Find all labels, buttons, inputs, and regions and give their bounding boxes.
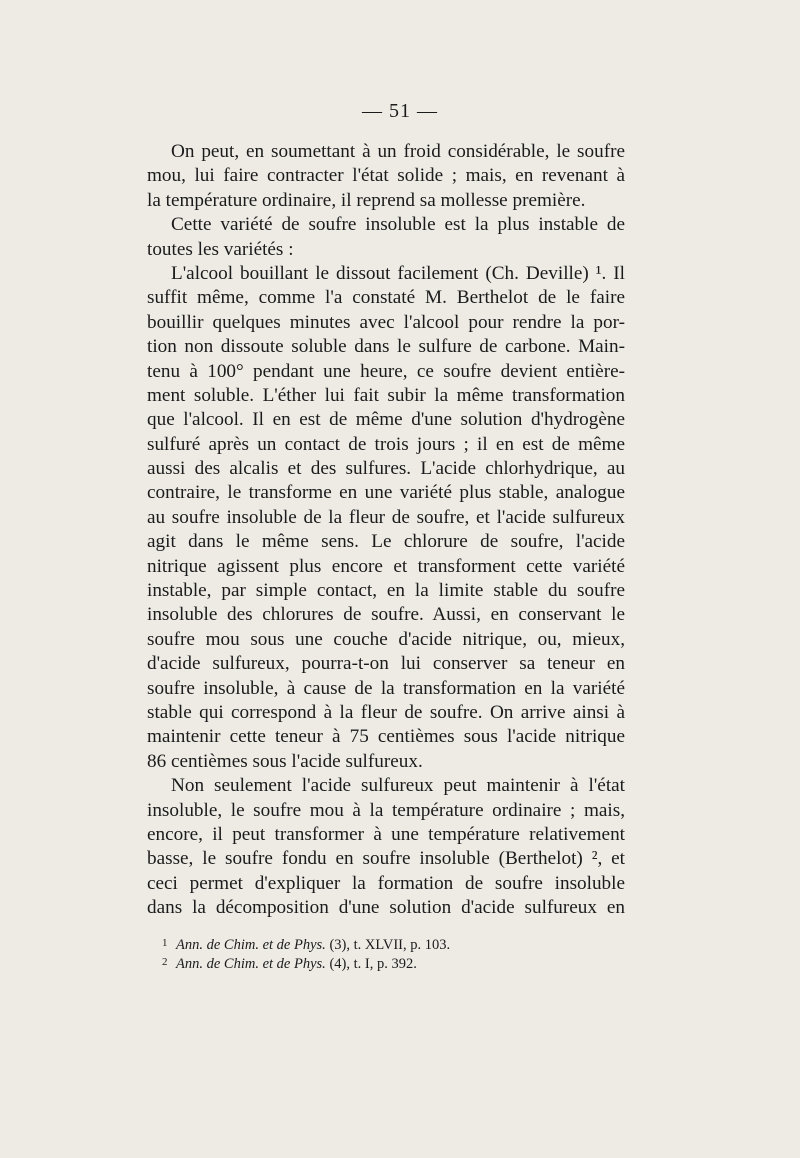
text-line: d'acide sulfureux, pourra-t-on lui conserver sa teneur en [147,653,625,675]
text-line: que l'alcool. Il en est de même d'une solution d'hydrogène [147,409,625,431]
text-line: insoluble des chlorures de soufre. Aussi, en conservant le [147,604,625,626]
text-line: contraire, le transforme en une variété plus stable, analogue [147,482,625,504]
page-number: — 51 — [362,100,438,122]
text-line: toutes les variétés : [147,238,294,260]
text-line: sulfuré après un contact de trois jours ; il en est de même [147,433,625,455]
text-line: instable, par simple contact, en la limite stable du soufre [147,580,625,602]
text-line: L'alcool bouillant le dissout facilement (Ch. Deville) ¹. Il [171,262,625,284]
text-line: encore, il peut transformer à une température relativement [147,823,625,845]
footnote [162,934,602,953]
text-line: soufre mou sous une couche d'acide nitrique, ou, mieux, [147,628,625,650]
text-line: soufre insoluble, à cause de la transformation en la variété [147,677,625,699]
footnotes [162,934,602,972]
text-line: agit dans le même sens. Le chlorure de soufre, l'acide [147,531,625,553]
text-line: Non seulement l'acide sulfureux peut maintenir à l'état [171,775,625,797]
text-line: Cette variété de soufre insoluble est la plus instable de [171,214,625,236]
paragraph [147,213,625,262]
body-text [147,140,625,921]
text-line: insoluble, le soufre mou à la température ordinaire ; mais, [147,799,625,821]
text-line: On peut, en soumettant à un froid considérable, le soufre [171,141,625,162]
text-line: maintenir cette teneur à 75 centièmes sous l'acide nitrique [147,726,625,748]
text-line: ceci permet d'expliquer la formation de soufre insoluble [147,872,625,894]
text-line: ment soluble. L'éther lui fait subir la même transformation [147,384,625,406]
text-line: mou, lui faire contracter l'état solide ; mais, en revenant à [147,165,625,187]
text-line: basse, le soufre fondu en soufre insoluble (Berthelot) ², et [147,848,625,870]
text-line: stable qui correspond à la fleur de soufre. On arrive ainsi à [147,701,625,723]
text-line: nitrique agissent plus encore et transforment cette variété [147,555,625,577]
text-line: 86 centièmes sous l'acide sulfureux. [147,750,423,772]
text-line: suffit même, comme l'a constaté M. Berthelot de le faire [147,287,625,309]
footnote-source: Ann. de Chim. et de Phys. [176,956,326,972]
paragraph [147,262,625,774]
text-line: dans la décomposition d'une solution d'acide sulfureux en [147,897,625,919]
text-line: tenu à 100° pendant une heure, ce soufre devient entière- [147,360,625,382]
footnote-reference: (4), t. I, p. 392. [329,956,417,972]
footnote-source: Ann. de Chim. et de Phys. [176,937,326,953]
paragraph [147,140,625,213]
text-line: aussi des alcalis et des sulfures. L'acide chlorhydrique, au [147,458,625,480]
text-line: au soufre insoluble de la fleur de soufre, et l'acide sulfureux [147,506,625,528]
footnote-reference: (3), t. XLVII, p. 103. [329,937,451,953]
footnote [162,953,602,972]
footnote-mark: 2 [162,956,168,968]
text-line: la température ordinaire, il reprend sa mollesse première. [147,189,586,211]
text-line: tion non dissoute soluble dans le sulfure de carbone. Main- [147,336,625,358]
text-line: bouillir quelques minutes avec l'alcool pour rendre la por- [147,311,625,333]
paragraph [147,774,625,920]
footnote-mark: 1 [162,937,168,949]
